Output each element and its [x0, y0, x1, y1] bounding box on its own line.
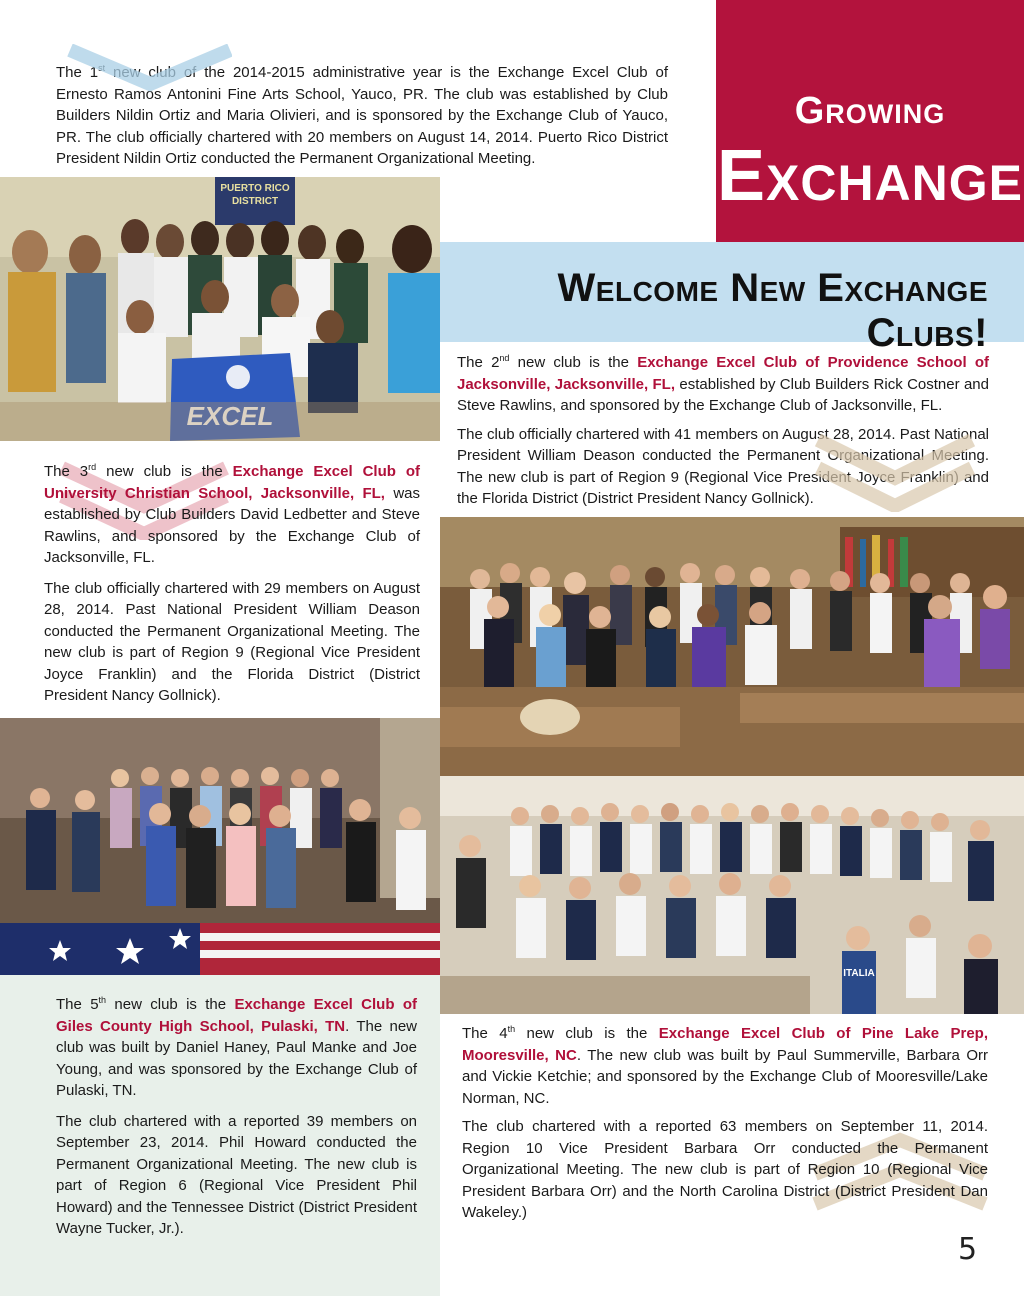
club5-name: Exchange Excel Club of Giles County High School, Pulaski, TN [56, 996, 418, 1035]
welcome-banner [440, 242, 1024, 355]
photo-providence-school-club [440, 517, 1024, 776]
page-number: 5 [958, 1232, 978, 1267]
photo-puerto-rico-club [0, 177, 440, 441]
club5-paragraph-2: The club chartered with a reported 39 members on September 23, 2014. Phil Howard conducted the Permanent Organizational Meeting. The new club is part of Region 6 (Regional Vice President Phil Howard) and the Tennessee District (District President Wayne Tucker, Jr.). [56, 1112, 417, 1237]
chevron-decoration-tan [810, 432, 980, 512]
photo1-flag-text: EXCEL [186, 401, 274, 431]
club2-name: Exchange Excel Club of Providence School of Jacksonville, Jacksonville, FL, [457, 354, 990, 393]
club3-name: Exchange Excel Club of University Christian School, Jacksonville, FL, [44, 463, 421, 502]
photo-pine-lake-prep-club [440, 776, 1024, 1014]
club3-paragraph-2: The club officially chartered with 29 members on August 28, 2014. Past National President William Deason conducted the Permanent Organizational Meeting. The new club is part of Region 9 (Regional Vice President Joyce Franklin) and the Florida District (District President Nancy Gollnick). [44, 579, 420, 704]
club4-text [462, 1023, 988, 1224]
club4-paragraph-1: The 4th new club is the Exchange Excel Club of Pine Lake Prep, Mooresville, NC. The new club was built by Paul Summerville, Barbara Orr and Vickie Ketchie; and sponsored by the Exchange Club of Mooresville/Lake Norman, NC. [462, 1024, 988, 1107]
club5-paragraph-1: The 5th new club is the Exchange Excel Club of Giles County High School, Pulaski, TN. The new club was built by Daniel Haney, Paul Manke and Joe Young, and was sponsored by the Exchange Club of Pulaski, TN. [56, 995, 418, 1099]
photo1-banner-text-2: DISTRICT [231, 196, 279, 207]
club3-paragraph-1: The 3rd new club is the Exchange Excel Club of University Christian School, Jacksonville, FL, was established by Club Builders David Ledbetter and Steve Rawlins, and sponsored by the Exchange Club of Jacksonville, FL. [44, 462, 421, 566]
club2-paragraph-1: The 2nd new club is the Exchange Excel Club of Providence School of Jacksonville, Jacksonville, FL, established by Club Builders Rick Costner and Steve Rawlins, and sponsored by the Exchange Club of Jacksonville, FL. [457, 353, 990, 414]
club2-paragraph-2: The club officially chartered with 41 members on August 28, 2014. Past National President William Deason conducted the Permanent Organizational Meeting. The new club is part of Region 9 (Regional Vice President Joyce Franklin) and the Florida District (District President Nancy Gollnick). [457, 425, 989, 507]
section-title-growing: Growing [794, 90, 946, 132]
growing-exchange-block [716, 0, 1024, 242]
club3-text [44, 461, 420, 707]
welcome-title: Welcome New Exchange Clubs! [557, 266, 988, 355]
club4-name: Exchange Excel Club of Pine Lake Prep, Mooresville, NC [462, 1025, 988, 1064]
club1-paragraph: The 1st new club of the 2014-2015 administrative year is the Exchange Excel Club of Ernesto Ramos Antonini Fine Arts School, Yauco, PR. The club was established by Club Builders Nildin Ortiz and Maria Olivieri, and is sponsored by the Exchange Club of Yauco, PR. The club officially chartered with 20 members on August 14, 2014. Puerto Rico District President Nildin Ortiz conducted the Permanent Organizational Meeting. [56, 63, 669, 167]
photo-giles-county-club [0, 718, 440, 975]
chevron-decoration-blue [62, 44, 232, 104]
section-title-exchange: Exchange [716, 136, 1024, 216]
club5-text [56, 994, 417, 1240]
photo1-banner-text-1: PUERTO RICO [220, 183, 290, 194]
photo4-shirt-text: ITALIA [843, 968, 875, 979]
club4-paragraph-2: The club chartered with a reported 63 members on September 11, 2014. Region 10 Vice President Barbara Orr conducted the Permanent Organizational Meeting. The new club is part of Region 10 (Regional Vice President Barbara Orr) and the North Carolina District (District President Dan Wakeley.) [462, 1118, 988, 1221]
